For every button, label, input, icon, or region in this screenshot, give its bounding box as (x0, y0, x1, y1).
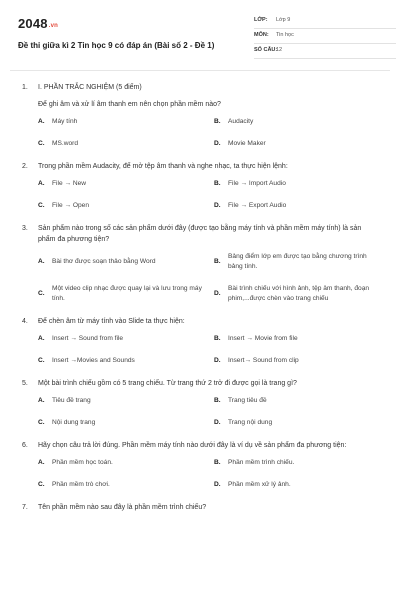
option-text: Movie Maker (228, 140, 266, 147)
option-text: File → New (52, 180, 87, 187)
option-a[interactable] (38, 117, 214, 127)
option-d[interactable] (214, 418, 390, 428)
option-letter: A. (38, 459, 45, 466)
options (38, 396, 380, 428)
options (38, 458, 380, 490)
option-letter: B. (214, 335, 221, 342)
option-letter: C. (38, 140, 45, 147)
options (38, 252, 380, 304)
logo-tld: .vn (48, 23, 59, 29)
option-d[interactable] (214, 201, 390, 211)
option-letter: B. (214, 397, 221, 404)
option-letter: C. (38, 357, 45, 364)
option-letter: A. (38, 258, 45, 265)
option-letter: D. (214, 357, 221, 364)
question-number: 6. (22, 442, 28, 449)
option-b[interactable] (214, 252, 390, 272)
meta-value: Lớp 9 (276, 17, 291, 23)
option-text: Một video clip nhạc được quay lại và lưu trong máy tính. (52, 285, 202, 302)
question-1 (22, 82, 380, 149)
question-text: Hãy chọn câu trả lời đúng. Phần mềm máy tính nào dưới đây là ví dụ về sản phẩm đa phương tiện: (38, 442, 347, 449)
meta-label: MÔN: (254, 32, 269, 38)
option-text: Insert →Movies and Sounds (52, 357, 135, 364)
question-3 (22, 223, 380, 304)
question-text: Để chèn âm từ máy tính vào Slide ta thực hiện: (38, 318, 185, 325)
option-letter: A. (38, 335, 45, 342)
meta-label: LỚP: (254, 17, 268, 23)
question-7 (22, 502, 380, 513)
document-title: Đề thi giữa kì 2 Tin học 9 có đáp án (Bài số 2 - Đề 1) (18, 41, 215, 50)
option-letter: C. (38, 481, 45, 488)
option-b[interactable] (214, 458, 390, 468)
question-number: 5. (22, 380, 28, 387)
option-letter: B. (214, 459, 221, 466)
meta-value: 12 (276, 47, 283, 53)
question-number: 1. (22, 84, 28, 91)
option-a[interactable] (38, 179, 214, 189)
option-c[interactable] (38, 284, 214, 304)
option-letter: A. (38, 118, 45, 125)
option-c[interactable] (38, 139, 214, 149)
option-text: Phần mềm trò chơi. (52, 481, 110, 488)
question-list (22, 82, 380, 525)
option-a[interactable] (38, 396, 214, 406)
question-5 (22, 378, 380, 428)
option-text: Phần mềm trình chiếu. (228, 459, 295, 466)
header (18, 14, 384, 60)
option-c[interactable] (38, 356, 214, 366)
site-logo[interactable] (18, 16, 58, 31)
option-letter: C. (38, 419, 45, 426)
option-text: Bài trình chiếu với hình ảnh, tệp âm thanh, đoạn phim,...được chèn vào trang chiếu (228, 285, 370, 302)
option-a[interactable] (38, 334, 214, 344)
option-letter: D. (214, 481, 221, 488)
logo-text: 2048 (18, 16, 48, 31)
meta-label: SỐ CÂU: (254, 47, 278, 53)
option-a[interactable] (38, 458, 214, 468)
option-text: Trang tiêu đề (228, 397, 267, 404)
option-text: Nội dung trang (52, 419, 96, 426)
option-d[interactable] (214, 139, 390, 149)
option-letter: D. (214, 290, 221, 297)
question-number: 3. (22, 225, 28, 232)
option-text: Bài thơ được soạn thảo bằng Word (52, 258, 156, 265)
option-text: File → Open (52, 202, 90, 209)
option-d[interactable] (214, 284, 390, 304)
option-letter: B. (214, 180, 221, 187)
option-letter: D. (214, 202, 221, 209)
option-letter: D. (214, 419, 221, 426)
question-text: Để ghi âm và xử lí âm thanh em nên chọn phần mềm nào? (38, 101, 221, 108)
question-number: 4. (22, 318, 28, 325)
option-letter: B. (214, 118, 221, 125)
question-number: 7. (22, 504, 28, 511)
option-letter: D. (214, 140, 221, 147)
option-c[interactable] (38, 480, 214, 490)
option-text: Trang nội dung (228, 419, 273, 426)
option-b[interactable] (214, 179, 390, 189)
option-text: Máy tính (52, 118, 78, 125)
options (38, 334, 380, 366)
header-divider (10, 70, 390, 71)
option-text: Phần mềm học toán. (52, 459, 113, 466)
option-b[interactable] (214, 396, 390, 406)
option-text: File → Import Audio (228, 180, 286, 187)
question-text: Một bài trình chiếu gồm có 5 trang chiếu. Từ trang thứ 2 trở đi được gọi là trang gì? (38, 380, 297, 387)
question-6 (22, 440, 380, 490)
option-b[interactable] (214, 117, 390, 127)
option-a[interactable] (38, 252, 214, 272)
option-letter: C. (38, 290, 45, 297)
option-text: Bảng điểm lớp em được tạo bằng chương trình bảng tính. (228, 253, 367, 270)
question-4 (22, 316, 380, 366)
options (38, 117, 380, 149)
option-text: Audacity (228, 118, 254, 125)
option-b[interactable] (214, 334, 390, 344)
meta-row-count (254, 44, 396, 59)
option-text: Insert → Movie from file (228, 335, 298, 342)
question-text: Trong phần mềm Audacity, để mở tệp âm thanh và nghe nhạc, ta thực hiện lệnh: (38, 163, 288, 170)
question-text: Sản phẩm nào trong số các sản phẩm dưới đây (được tạo bằng máy tính và phần mềm máy tính) là sản phẩm đa phương tiện? (38, 225, 362, 243)
question-text: Tên phần mềm nào sau đây là phần mềm trình chiếu? (38, 504, 207, 511)
options (38, 179, 380, 211)
option-letter: B. (214, 258, 221, 265)
meta-row-grade (254, 14, 396, 29)
option-letter: A. (38, 180, 45, 187)
option-text: Insert→ Sound from clip (228, 357, 299, 364)
option-text: Phần mềm xử lý ảnh. (228, 481, 291, 488)
option-c[interactable] (38, 201, 214, 211)
option-d[interactable] (214, 480, 390, 490)
meta-table (254, 14, 396, 59)
option-text: File → Export Audio (228, 202, 287, 209)
option-letter: C. (38, 202, 45, 209)
option-text: MS.word (52, 140, 79, 147)
section-heading: I. PHẦN TRẮC NGHIỆM (5 điểm) (38, 84, 142, 91)
option-text: Insert → Sound from file (52, 335, 124, 342)
meta-value: Tin học (276, 32, 294, 38)
option-letter: A. (38, 397, 45, 404)
option-text: Tiêu đề trang (52, 397, 91, 404)
meta-row-subject (254, 29, 396, 44)
question-number: 2. (22, 163, 28, 170)
question-2 (22, 161, 380, 211)
option-c[interactable] (38, 418, 214, 428)
option-d[interactable] (214, 356, 390, 366)
